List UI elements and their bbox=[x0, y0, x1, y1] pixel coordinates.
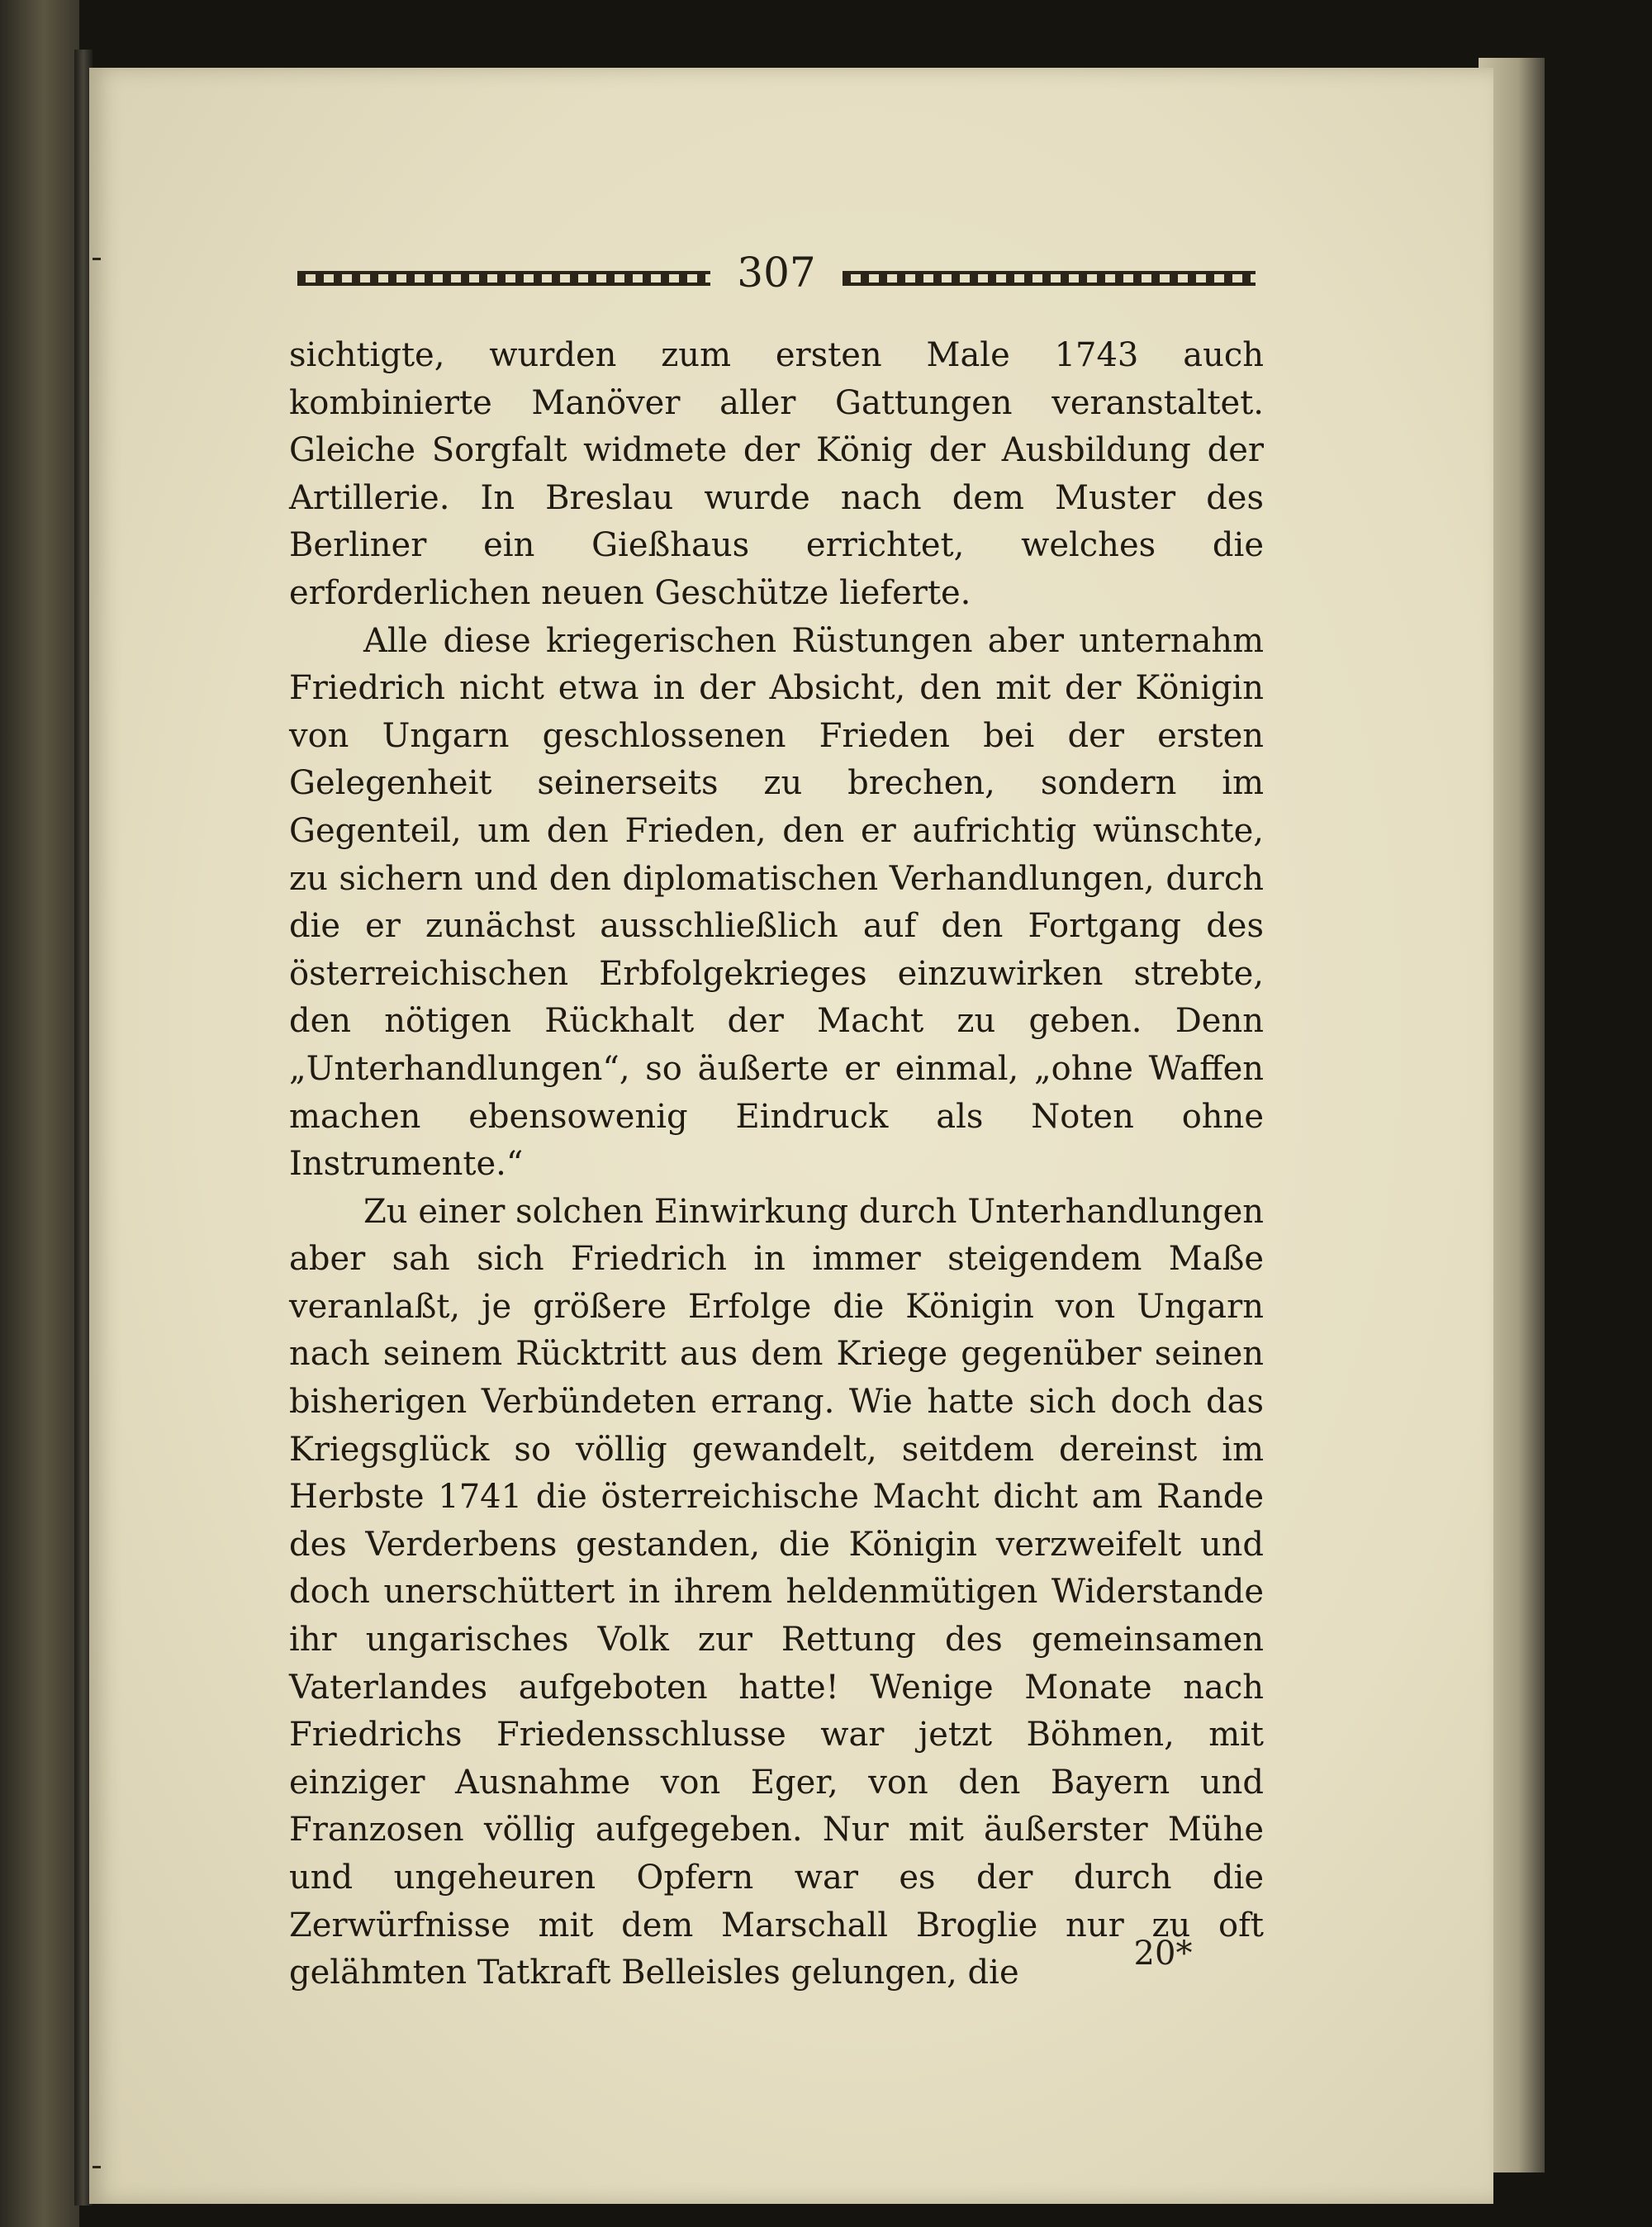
page-header bbox=[281, 248, 1272, 297]
paragraph: Alle diese kriegerischen Rüstungen aber unternahm Friedrich nicht etwa in der Absicht, den mit der Königin von Ungarn geschlossenen Frieden bei der ersten Gelegenheit seinerseits zu brechen, sondern im Gegenteil, um den Frieden, den er aufrichtig wünschte, zu sichern und den diplomatischen Verhandlungen, durch die er zunächst ausschließlich auf den Fortgang des österreichischen Erbfolgekrieges einzuwirken strebte, den nötigen Rückhalt der Macht zu geben. Denn „Unterhandlungen“, so äußerte er einmal, „ohne Waffen machen ebensowenig Eindruck als Noten ohne Instrumente.“ bbox=[289, 621, 1264, 1184]
paragraph: sichtigte, wurden zum ersten Male 1743 auch kombinierte Manöver aller Gattungen veranstaltet. Gleiche Sorgfalt widmete der König der Ausbildung der Artillerie. In Breslau wurde nach dem Muster des Berliner ein Gießhaus errichtet, welches die erforderlichen neuen Geschütze lieferte. bbox=[289, 336, 1264, 612]
margin-mark bbox=[93, 258, 101, 260]
previous-page-edge bbox=[0, 0, 79, 2227]
header-ornament-left bbox=[297, 271, 710, 286]
margin-mark bbox=[93, 2166, 101, 2168]
signature-mark: 20* bbox=[1133, 1935, 1193, 1973]
header-ornament-right bbox=[843, 271, 1256, 286]
page-number: 307 bbox=[737, 249, 816, 297]
body-text bbox=[289, 332, 1264, 1997]
paragraph: Zu einer solchen Einwirkung durch Unterhandlungen aber sah sich Friedrich in immer steigendem Maße veranlaßt, je größere Erfolge die Königin von Ungarn nach seinem Rücktritt aus dem Kriege gegenüber seinen bisherigen Verbündeten errang. Wie hatte sich doch das Kriegsglück so völlig gewandelt, seitdem dereinst im Herbste 1741 die österreichische Macht dicht am Rande des Verderbens gestanden, die Königin verzweifelt und doch unerschüttert in ihrem heldenmütigen Widerstande ihr ungarisches Volk zur Rettung des gemeinsamen Vaterlandes aufgeboten hatte! Wenige Monate nach Friedrichs Friedensschlusse war jetzt Böhmen, mit einziger Ausnahme von Eger, von den Bayern und Franzosen völlig aufgegeben. Nur mit äußerster Mühe und ungeheuren Opfern war es der durch die Zerwürfnisse mit dem Marschall Broglie nur zu oft gelähmten Tatkraft Belleisles gelungen, die bbox=[289, 1192, 1264, 1992]
